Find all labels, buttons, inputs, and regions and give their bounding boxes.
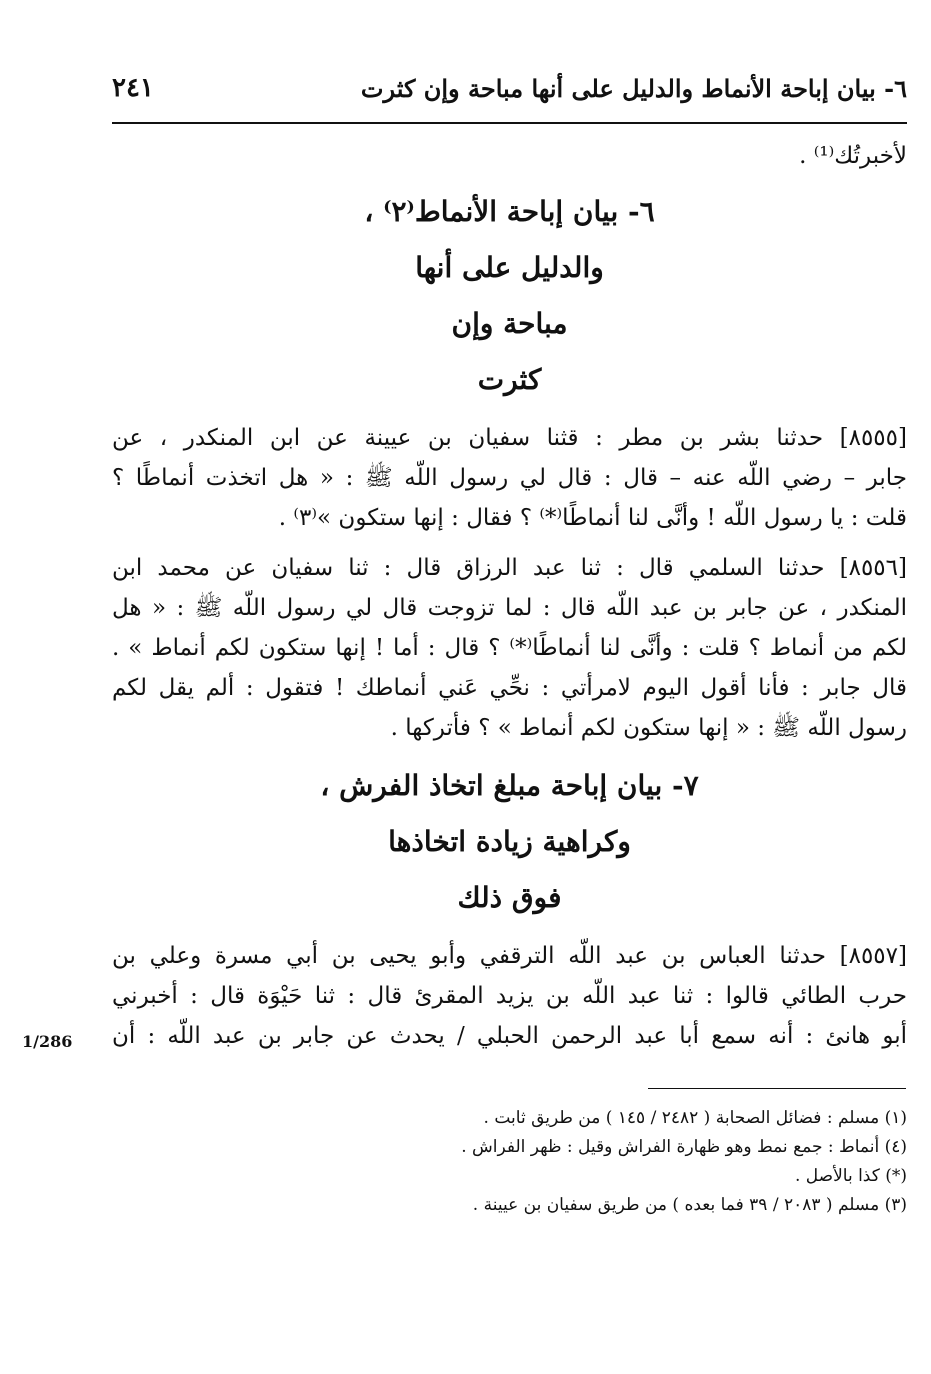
text-line: أبو هانئ : أنه سمع أبا عبد الرحمن الحبلي / يحدث عن جابر بن عبد اللّه : أن	[112, 1023, 907, 1049]
section-6-heading	[112, 184, 907, 408]
text-line: قال جابر : فأنا أقول اليوم لامرأتي : نحِّي عَني أنماطك ! فتقول : ألم يقل لكم	[112, 675, 907, 701]
footnote: (٤) أنماط : جمع نمط وهو ظهارة الفراش وقيل : ظهر الفراش .	[461, 1137, 907, 1157]
text-line: [٨٥٥٧] حدثنا العباس بن عبد اللّه الترقفي وأبو يحيى بن أبي مسرة وعلي بن	[112, 943, 907, 969]
header-rule	[112, 122, 907, 124]
text-line: قلت : يا رسول اللّه ! وأنَّى لنا أنماطًا⁽*⁾ ؟ فقال : إنها ستكون »⁽٣⁾ .	[278, 505, 907, 531]
page-number: ٢٤١	[112, 73, 154, 103]
section-heading-line: ٧- بيان إباحة مبلغ اتخاذ الفرش ،	[320, 769, 699, 802]
section-heading-line: كثرت	[477, 363, 542, 396]
footnote: (١) مسلم : فضائل الصحابة ( ٢٤٨٢ / ١٤٥ ) من طريق ثابت .	[483, 1108, 907, 1128]
text-line: [٨٥٥٥] حدثنا بشر بن مطر : قثنا سفيان بن عيينة عن ابن المنكدر ، عن	[112, 425, 907, 451]
running-title: ٦- بيان إباحة الأنماط والدليل على أنها مباحة وإن كثرت	[360, 73, 907, 103]
text-line: [٨٥٥٦] حدثنا السلمي قال : ثنا عبد الرزاق قال : ثنا سفيان عن محمد ابن	[112, 555, 907, 581]
manuscript-folio-ref: 1/286	[22, 1032, 73, 1051]
section-heading-line: ٦- بيان إباحة الأنماط⁽٢⁾ ،	[364, 195, 655, 228]
section-7-heading	[112, 758, 907, 926]
page-body	[112, 136, 907, 1066]
hadith-8555	[112, 418, 907, 538]
running-header	[112, 66, 907, 110]
footnote: (٣) مسلم ( ٢٠٨٣ / ٣٩ فما بعده ) من طريق سفيان بن عيينة .	[472, 1195, 907, 1215]
section-heading-line: فوق ذلك	[457, 881, 562, 914]
section-heading-line: مباحة وإن	[451, 307, 568, 340]
footnote: (*) كذا بالأصل .	[794, 1166, 907, 1186]
section-heading-line: والدليل على أنها	[415, 251, 604, 284]
text-line: حرب الطائي قالوا : ثنا عبد اللّه بن يزيد المقرئ قال : ثنا حَيْوَة قال : أخبرني	[112, 983, 907, 1009]
section-heading-line: وكراهية زيادة اتخاذها	[388, 825, 631, 858]
text-line: رسول اللّه ﷺ : « إنها ستكون لكم أنماط » ؟ فأتركها .	[390, 715, 907, 741]
footnotes	[112, 1104, 907, 1220]
hadith-8556	[112, 548, 907, 748]
text-line: المنكدر ، عن جابر بن عبد اللّه قال : لما تزوجت قال لي رسول اللّه ﷺ : « هل	[112, 595, 907, 621]
opening-line: لأخبرتُك⁽¹⁾ .	[799, 143, 907, 169]
footnote-rule	[648, 1088, 906, 1089]
hadith-8557	[112, 936, 907, 1056]
text-line: جابر – رضي اللّه عنه – قال : قال لي رسول اللّه ﷺ : « هل اتخذت أنماطًا ؟	[112, 465, 907, 491]
text-line: لكم من أنماط ؟ قلت : وأنَّى لنا أنماطًا⁽*⁾ ؟ قال : أما ! إنها ستكون لكم أنماط » .	[112, 635, 907, 661]
